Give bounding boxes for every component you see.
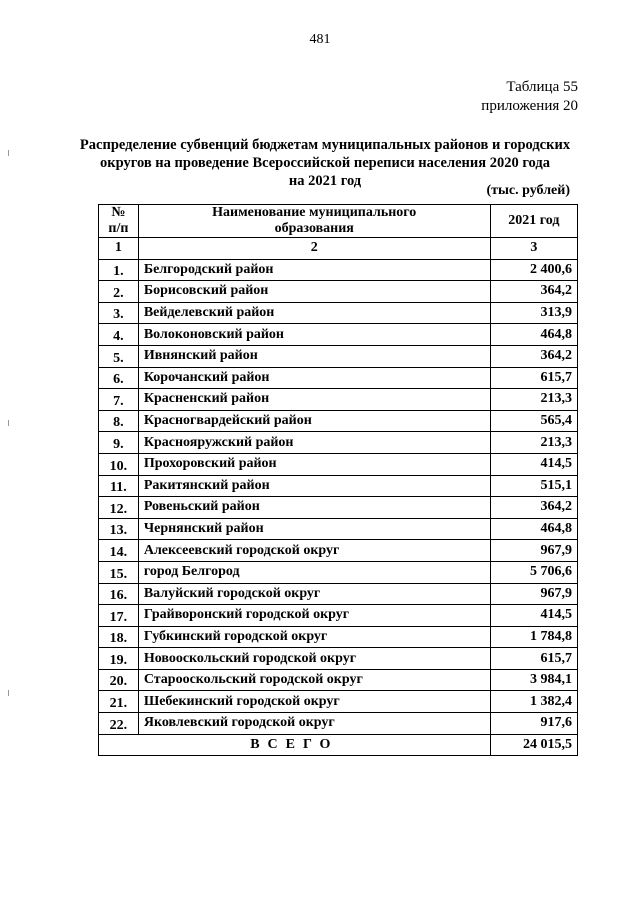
column-number: 2 <box>138 238 490 260</box>
scan-margin-mark <box>8 150 9 156</box>
row-number: 14. <box>99 540 139 562</box>
row-name: Шебекинский городской округ <box>138 691 490 713</box>
appendix-table-label: Таблица 55 <box>506 79 578 95</box>
row-number: 19. <box>99 648 139 670</box>
row-name: Вейделевский район <box>138 302 490 324</box>
row-value: 5 706,6 <box>490 561 577 583</box>
row-name: Алексеевский городской округ <box>138 540 490 562</box>
subsidy-table <box>98 204 578 756</box>
table-row <box>99 367 578 389</box>
header-year: 2021 год <box>490 205 577 238</box>
row-value: 313,9 <box>490 302 577 324</box>
row-name: Старооскольский городской округ <box>138 669 490 691</box>
row-value: 414,5 <box>490 453 577 475</box>
row-value: 213,3 <box>490 389 577 411</box>
total-row <box>99 734 578 756</box>
row-name: Ивнянский район <box>138 345 490 367</box>
row-value: 515,1 <box>490 475 577 497</box>
row-name: Красногвардейский район <box>138 410 490 432</box>
row-name: Красненский район <box>138 389 490 411</box>
row-number: 8. <box>99 410 139 432</box>
row-value: 414,5 <box>490 605 577 627</box>
row-value: 615,7 <box>490 648 577 670</box>
row-value: 967,9 <box>490 540 577 562</box>
row-name: Валуйский городской округ <box>138 583 490 605</box>
row-value: 917,6 <box>490 713 577 735</box>
scan-margin-mark <box>8 420 9 426</box>
row-name: Волоконовский район <box>138 324 490 346</box>
row-number: 12. <box>99 497 139 519</box>
header-num: № п/п <box>99 205 139 238</box>
row-number: 2. <box>99 281 139 303</box>
row-name: город Белгород <box>138 561 490 583</box>
row-name: Корочанский район <box>138 367 490 389</box>
row-value: 464,8 <box>490 324 577 346</box>
header-name-line-2: образования <box>274 221 354 236</box>
row-number: 9. <box>99 432 139 454</box>
page-number: 481 <box>309 32 331 47</box>
column-number: 1 <box>99 238 139 260</box>
row-name: Губкинский городской округ <box>138 626 490 648</box>
table-row <box>99 605 578 627</box>
table-row <box>99 345 578 367</box>
row-number: 4. <box>99 324 139 346</box>
row-value: 1 382,4 <box>490 691 577 713</box>
row-number: 20. <box>99 669 139 691</box>
row-number: 21. <box>99 691 139 713</box>
row-number: 6. <box>99 367 139 389</box>
row-number: 10. <box>99 453 139 475</box>
row-value: 3 984,1 <box>490 669 577 691</box>
column-number-row <box>99 238 578 260</box>
document-title <box>60 136 590 190</box>
table-row <box>99 475 578 497</box>
header-row <box>99 205 578 238</box>
row-name: Чернянский район <box>138 518 490 540</box>
table-row <box>99 324 578 346</box>
table-row <box>99 691 578 713</box>
table-row <box>99 302 578 324</box>
title-line-1: Распределение субвенций бюджетам муниципальных районов и городских <box>79 137 571 153</box>
row-name: Белгородский район <box>138 259 490 281</box>
table-row <box>99 432 578 454</box>
table-row <box>99 281 578 303</box>
row-number: 1. <box>99 259 139 281</box>
row-name: Грайворонский городской округ <box>138 605 490 627</box>
scan-margin-mark <box>8 690 9 696</box>
table-row <box>99 626 578 648</box>
row-value: 2 400,6 <box>490 259 577 281</box>
row-value: 213,3 <box>490 432 577 454</box>
table-row <box>99 497 578 519</box>
table-row <box>99 669 578 691</box>
table-row <box>99 410 578 432</box>
row-value: 615,7 <box>490 367 577 389</box>
row-number: 22. <box>99 713 139 735</box>
row-name: Ракитянский район <box>138 475 490 497</box>
row-value: 364,2 <box>490 497 577 519</box>
table-row <box>99 453 578 475</box>
row-number: 5. <box>99 345 139 367</box>
table-row <box>99 518 578 540</box>
row-value: 364,2 <box>490 281 577 303</box>
row-name: Ровеньский район <box>138 497 490 519</box>
total-label: ВСЕГО <box>99 734 491 756</box>
row-value: 364,2 <box>490 345 577 367</box>
appendix-label: приложения 20 <box>481 98 578 114</box>
row-value: 967,9 <box>490 583 577 605</box>
table-row <box>99 583 578 605</box>
row-value: 565,4 <box>490 410 577 432</box>
column-number: 3 <box>490 238 577 260</box>
table-row <box>99 540 578 562</box>
header-name-line-1: Наименование муниципального <box>212 205 417 220</box>
appendix-reference <box>481 78 578 116</box>
table-row <box>99 561 578 583</box>
row-number: 15. <box>99 561 139 583</box>
title-line-2: округов на проведение Всероссийской переписи населения 2020 года <box>100 155 550 171</box>
table-row <box>99 713 578 735</box>
row-number: 18. <box>99 626 139 648</box>
row-number: 7. <box>99 389 139 411</box>
table-row <box>99 389 578 411</box>
units-label: (тыс. рублей) <box>486 183 570 198</box>
row-number: 16. <box>99 583 139 605</box>
table-row <box>99 648 578 670</box>
table-body <box>99 259 578 734</box>
row-name: Краснояружский район <box>138 432 490 454</box>
table-row <box>99 259 578 281</box>
row-number: 11. <box>99 475 139 497</box>
row-number: 17. <box>99 605 139 627</box>
row-value: 464,8 <box>490 518 577 540</box>
row-name: Новооскольский городской округ <box>138 648 490 670</box>
row-number: 13. <box>99 518 139 540</box>
title-line-3: на 2021 год <box>288 173 362 189</box>
header-name <box>138 205 490 238</box>
row-number: 3. <box>99 302 139 324</box>
row-name: Яковлевский городской округ <box>138 713 490 735</box>
row-name: Борисовский район <box>138 281 490 303</box>
row-value: 1 784,8 <box>490 626 577 648</box>
row-name: Прохоровский район <box>138 453 490 475</box>
total-value: 24 015,5 <box>490 734 577 756</box>
